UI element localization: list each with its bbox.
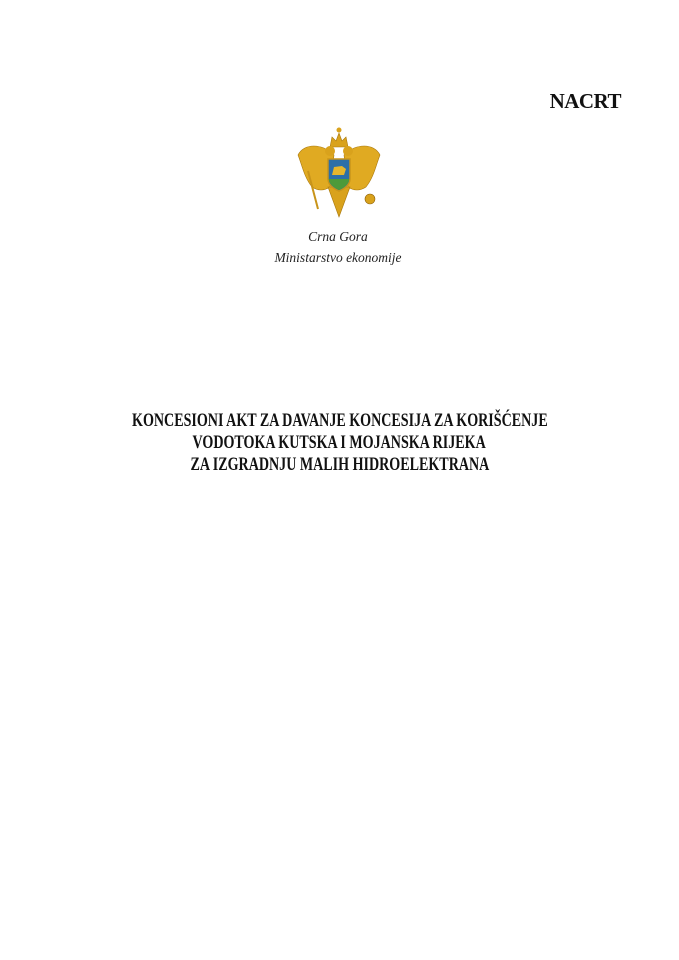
- coat-of-arms-icon: [294, 125, 384, 225]
- ministry-name: Ministarstvo ekonomije: [274, 250, 402, 265]
- draft-label: NACRT: [549, 89, 621, 113]
- title-line-1: KONCESIONI AKT ZA DAVANJE KONCESIJA ZA KORIŠĆENJE: [131, 410, 548, 431]
- title-line-2: VODOTOKA KUTSKA I MOJANSKA RIJEKA: [192, 432, 487, 453]
- title-line-3: ZA IZGRADNJU MALIH HIDROELEKTRANA: [190, 454, 489, 475]
- country-name: Crna Gora: [308, 229, 368, 244]
- document-title: [0, 410, 679, 476]
